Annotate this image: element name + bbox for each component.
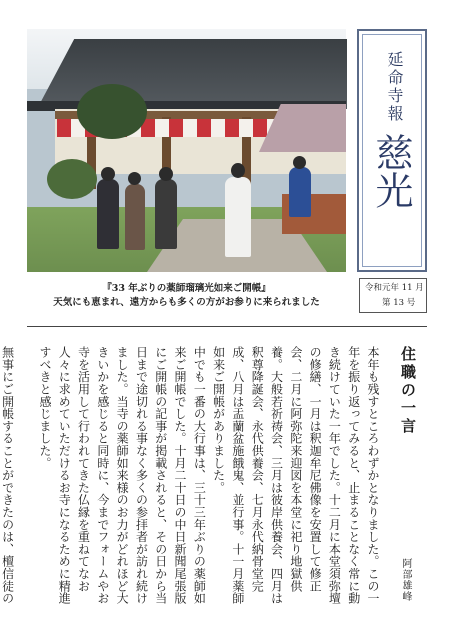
visitor-head — [101, 167, 115, 181]
visitor-head — [231, 163, 245, 178]
visitor — [155, 179, 177, 249]
masthead — [357, 29, 427, 272]
photo-caption — [27, 282, 346, 310]
visitor — [97, 179, 119, 249]
visitor-head — [128, 172, 141, 185]
visitor — [125, 184, 145, 250]
column-heading: 住職の一言 — [399, 346, 417, 436]
masthead-subtitle: 延命寺報 — [385, 51, 404, 123]
stall-staff — [289, 167, 311, 217]
caption-title: 『33 年ぶりの薬師瑠璃光如来ご開帳』 — [102, 283, 271, 294]
issue-number: 第 13 号 — [382, 298, 416, 308]
issue-info — [359, 278, 427, 313]
pine-tree — [77, 84, 147, 139]
section-divider — [27, 326, 427, 327]
masthead-title: 慈光 — [369, 133, 413, 209]
column-paragraph: 中でも一番の大行事は、三十三年ぶりの薬師如来ご開帳でした。十月二十日の中日新聞尾張版にご開帳の記事が掲載されると、その日から当日まで途切れる事なく多くの参拝者が訪れ続けました。当寺の薬師如来様のお力がどれほど大きいかを感じると同時に、今までフォームやお寺を活用して行われてきた仏縁を重ねてなお人々に求めていただけるお寺になるために精進すべきと感じました。 — [37, 346, 207, 605]
column-paragraph: 本年も残すところわずかとなりました。この一年を振り返ってみると、止まることなく常に動き続けていた一年でした。十二月に本堂須弥壇の修繕、一月は釈迦牟尼佛像を安置して修正会、二月に阿弥陀来迎図を本堂に祀り地獄供養。大般若祈祷会、三月は彼岸供養会、四月は釈尊降誕会、永代供養会、七月永代納骨堂完成、八月は盂蘭盆施餓鬼、並行事。十一月薬師如来ご開帳がありました。 — [211, 346, 380, 605]
column-author: 阿部雄峰 — [400, 558, 411, 602]
shrub — [47, 159, 97, 199]
caption-text: 天気にも恵まれ、遠方からも多くの方がお参りに来られました — [53, 297, 320, 308]
cover-photo — [27, 29, 346, 272]
stall-staff-head — [293, 156, 306, 169]
column-body — [0, 346, 382, 614]
visitor — [225, 177, 251, 257]
visitor-head — [159, 167, 173, 181]
issue-date: 令和元年 11 月 — [365, 283, 424, 293]
column-paragraph: 無事にご開帳することができたのは、檀信徒の — [0, 346, 15, 605]
